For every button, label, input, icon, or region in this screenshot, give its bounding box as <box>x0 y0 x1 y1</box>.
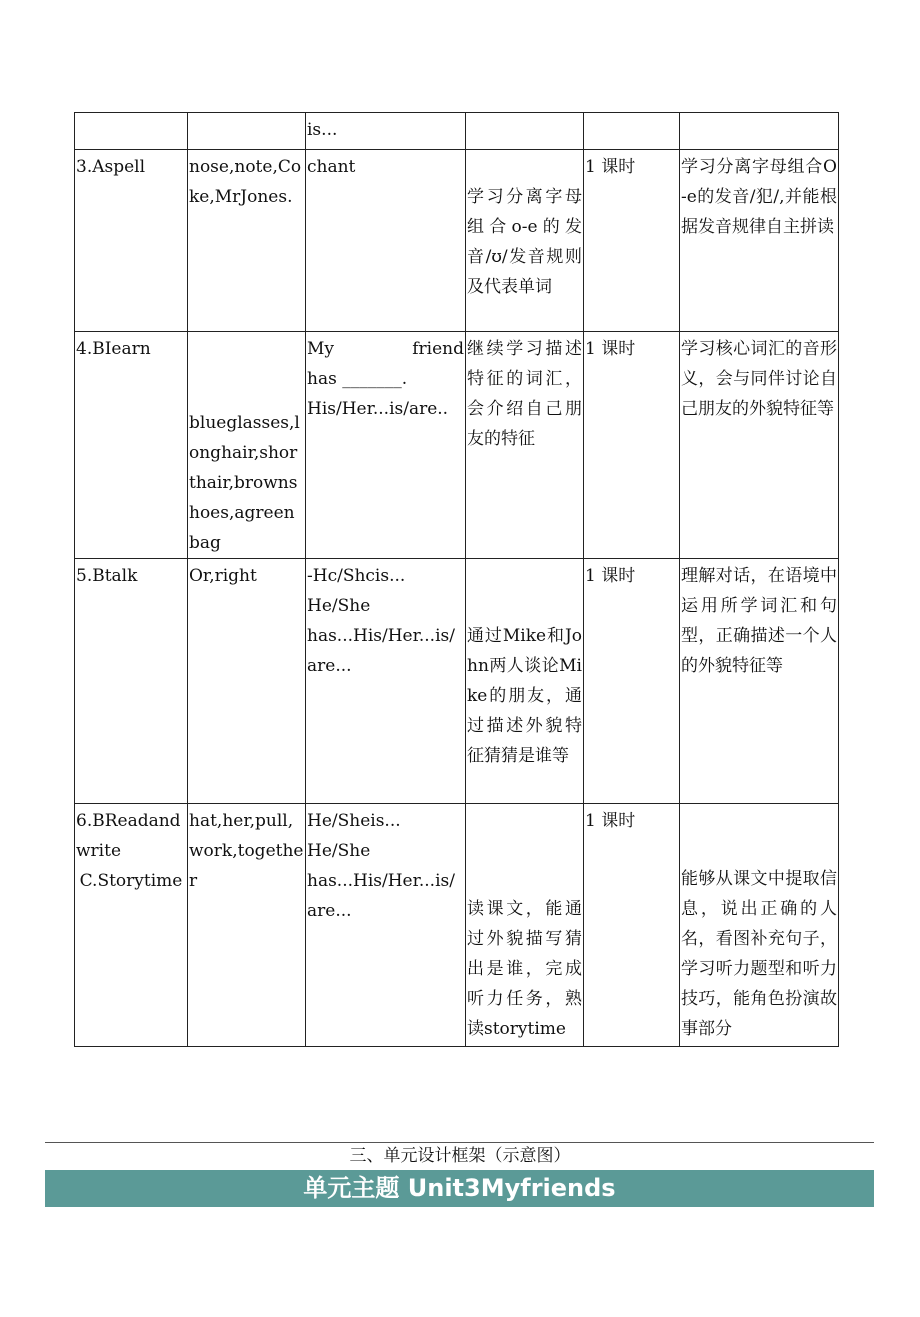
section-divider <box>45 1142 874 1143</box>
content-cell: 通过Mike和John两人谈论Mike的朋友，通过描述外貌特征猜猜是谁等 <box>466 559 584 804</box>
table-row <box>75 113 839 150</box>
period-cell: 1 课时 <box>584 150 680 332</box>
content-cell: 学习分离字母组合o-e的发音/ʊ/发音规则及代表单词 <box>466 150 584 332</box>
lesson-cell <box>75 113 188 150</box>
table-row <box>75 559 839 804</box>
lesson-cell <box>75 804 188 1047</box>
pattern-line: He/Sheis... <box>307 811 401 831</box>
objective-cell <box>680 113 839 150</box>
content-cell: 继续学习描述特征的词汇，会介绍自己朋友的特征 <box>466 332 584 559</box>
vocabulary-cell: Or,right <box>188 559 306 804</box>
objective-cell: 理解对话，在语境中运用所学词汇和句型，正确描述一个人的外貌特征等 <box>680 559 839 804</box>
objective-cell: 学习分离字母组合O-e的发音/犯/,并能根据发音规律自主拼读 <box>680 150 839 332</box>
table-row <box>75 332 839 559</box>
table-row <box>75 804 839 1047</box>
sentence-pattern-cell <box>306 332 466 559</box>
objective-cell: 学习核心词汇的音形义，会与同伴讨论自己朋友的外貌特征等 <box>680 332 839 559</box>
pattern-line: My friend <box>307 339 464 359</box>
period-cell: 1 课时 <box>584 332 680 559</box>
period-cell: 1 课时 <box>584 559 680 804</box>
content-cell <box>466 113 584 150</box>
lesson-cell: 5.Btalk <box>75 559 188 804</box>
lesson-cell: 4.BIearn <box>75 332 188 559</box>
lesson-line: 6.BReadandwrite <box>76 811 181 861</box>
vocabulary-cell: hat,her,pull,work,together <box>188 804 306 1047</box>
period-cell <box>584 113 680 150</box>
vocabulary-cell <box>188 113 306 150</box>
period-cell: 1 课时 <box>584 804 680 1047</box>
vocabulary-cell: nose,note,Coke,MrJones. <box>188 150 306 332</box>
pattern-line: -Hc/Shcis... <box>307 566 406 586</box>
lesson-line: C.Storytime <box>79 871 183 891</box>
pattern-line: His/Her...is/are.. <box>307 399 449 419</box>
pattern-line: has...His/Her...is/are... <box>307 871 455 921</box>
lesson-cell: 3.Aspell <box>75 150 188 332</box>
section-heading: 三、单元设计框架（示意图） <box>349 1146 571 1166</box>
pattern-line: He/She <box>307 596 371 616</box>
pattern-line: has...His/Her...is/are... <box>307 626 455 676</box>
vocabulary-cell: blueglasses,longhair,shorthair,brownshoes,agreenbag <box>188 332 306 559</box>
objective-cell: 能够从课文中提取信息，说出正确的人名，看图补充句子，学习听力题型和听力技巧，能角色扮演故事部分 <box>680 804 839 1047</box>
sentence-pattern-cell <box>306 559 466 804</box>
sentence-pattern-cell: chant <box>306 150 466 332</box>
unit-theme-banner: 单元主题 Unit3Myfriends <box>45 1170 874 1207</box>
sentence-pattern-cell <box>306 804 466 1047</box>
pattern-line: has _______. <box>307 369 408 389</box>
pattern-line: He/She <box>307 841 371 861</box>
content-cell: 读课文，能通过外貌描写猜出是谁，完成听力任务，熟读storytime <box>466 804 584 1047</box>
table-row <box>75 150 839 332</box>
lesson-plan-table <box>74 112 839 1047</box>
sentence-pattern-cell: is... <box>306 113 466 150</box>
